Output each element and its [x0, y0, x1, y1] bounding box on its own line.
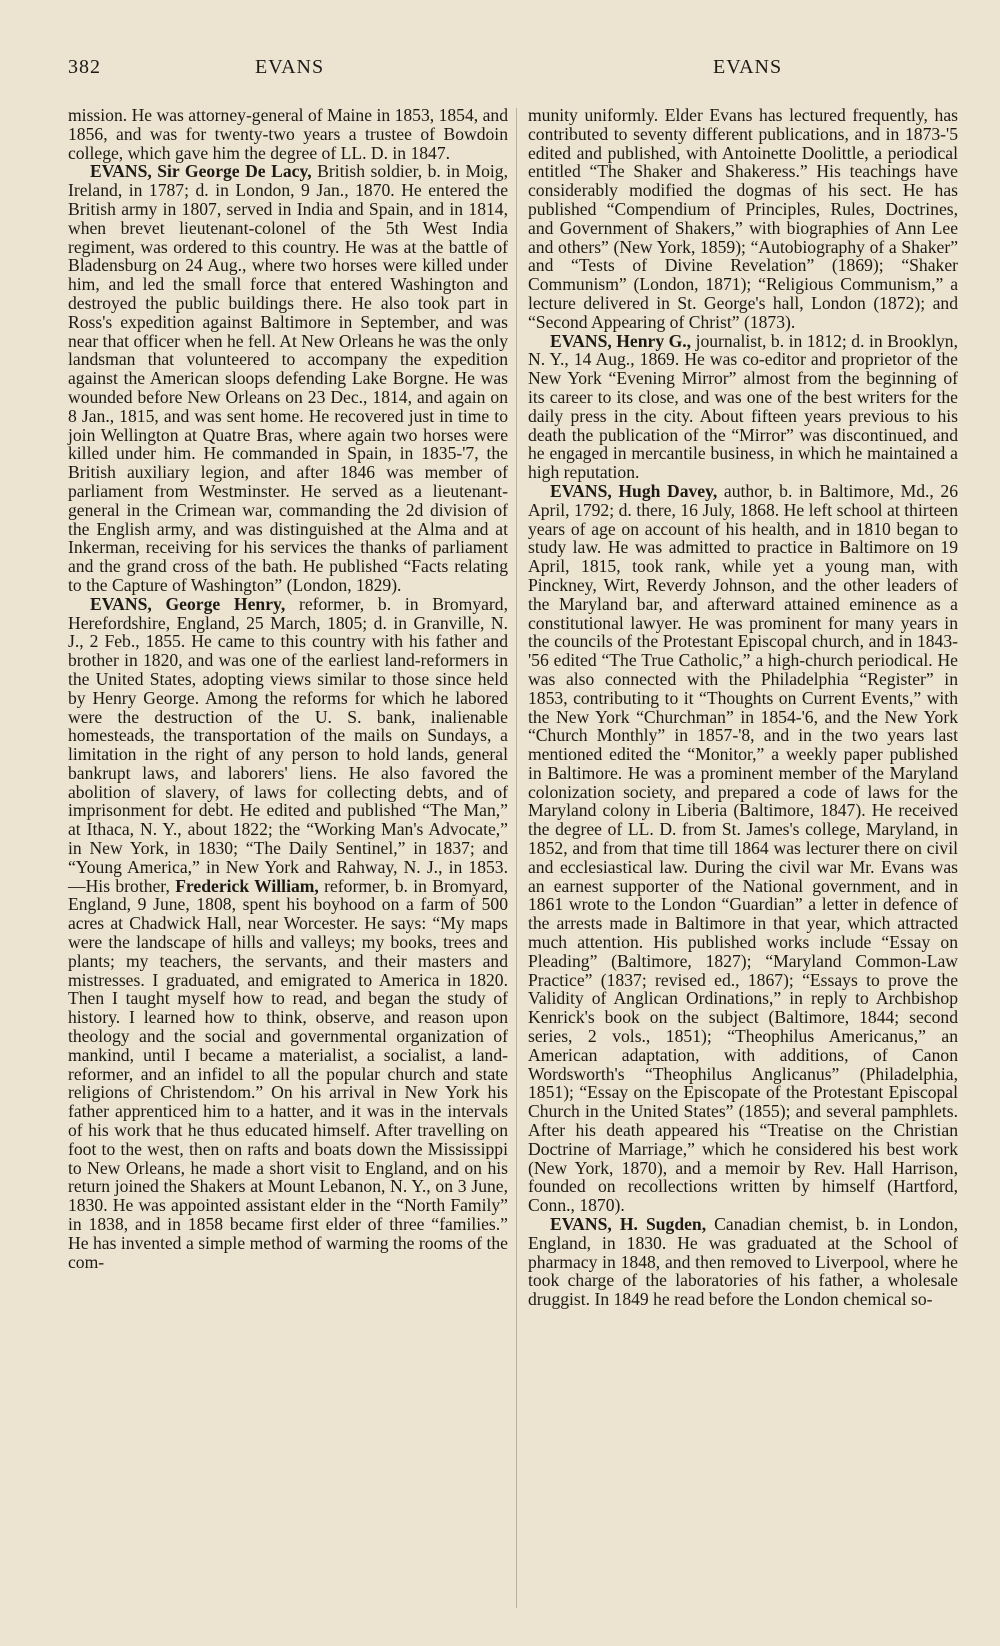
page-number: 382: [68, 56, 101, 78]
entry-body: Canadian chemist, b. in London, England, in 1830. He was graduated at the School of pharmacy in 1848, and then removed to Liverpool, where he took charge of the laboratories of his father, a wholesale druggist. In 1849 he read before the London chemical so-: [528, 1214, 958, 1310]
entry-george-de-lacy: [68, 162, 508, 594]
column-rule: [516, 108, 517, 1608]
entry-hugh-davey: [528, 482, 958, 1215]
entry-body: author, b. in Baltimore, Md., 26 April, 1792; d. there, 16 July, 1868. He left school at thirteen years of age on account of his health, and in 1810 began to study law. He was admitted to practice in Baltimore on 19 April, 1815, took rank, while yet a young man, with Pinckney, Wirt, Reverdy Johnson, and the other leaders of the Maryland bar, and afterward attained eminence as a constitutional lawyer. He was prominent for many years in the councils of the Protestant Episcopal church, and in 1843-'56 edited “The True Catholic,” a high-church periodical. He was also connected with the Philadelphia “Register” in 1853, contributing to it “Thoughts on Current Events,” with the New York “Churchman” in 1854-'6, and the New York “Church Monthly” in 1857-'8, and in the two years last mentioned edited the “Monitor,” a weekly paper published in Baltimore. He was a prominent member of the Maryland colonization society, and prepared a code of laws for the Maryland colony in Liberia (Baltimore, 1847). He received the degree of LL. D. from St. James's college, Maryland, in 1852, and from that time till 1864 was lecturer there on civil and ecclesiastical law. During the civil war Mr. Evans was an earnest supporter of the National government, and in 1861 wrote to the London “Guardian” a letter in defence of the arrests made in Baltimore in that year, which attracted much attention. His published works include “Essay on Pleading” (Baltimore, 1827); “Maryland Common-Law Practice” (1837; revised ed., 1867); “Essays to prove the Validity of Anglican Ordinations,” in reply to Archbishop Kenrick's book on the subject (Baltimore, 1844; second series, 2 vols., 1851); “Theophilus Americanus,” an American adaptation, with additions, of Canon Wordsworth's “Theophilus Anglicanus” (Philadelphia, 1851); “Essay on the Episcopate of the Protestant Episcopal Church in the United States” (1855); and several pamphlets. After his death appeared his “Treatise on the Christian Doctrine of Marriage,” which he considered his best work (New York, 1870), and a memoir by Rev. Hall Harrison, founded on recollections written by himself (Hartford, Conn., 1870).: [528, 480, 959, 1216]
right-column: [528, 106, 958, 1309]
continued-paragraph: mission. He was attorney-general of Maine in 1853, 1854, and 1856, and was for twenty-two years a trustee of Bowdoin college, which gave him the degree of LL. D. in 1847.: [68, 105, 508, 163]
entry-h-sugden: [528, 1215, 958, 1309]
entry-heading: EVANS, H. Sugden,: [550, 1214, 707, 1235]
entry-body: reformer, b. in Bromyard, Herefordshire, England, 25 March, 1805; d. in Granville, N. J., 2 Feb., 1855. He came to this country with his father and brother in 1820, and was one of the earliest land-reformers in the United States, adopting views similar to those since held by Henry George. Among the reforms for which he labored were the destruction of the U. S. bank, inalienable homesteads, the transportation of the mails on Sundays, a limitation in the right of any person to hold lands, general bankrupt laws, and laborers' liens. He also favored the abolition of slavery, of laws for collecting debts, and of imprisonment for debt. He edited and published “The Man,” at Ithaca, N. Y., about 1822; the “Working Man's Advocate,” in New York, in 1830; “The Daily Sentinel,” in 1837; and “Young America,” in New York and Rahway, N. J., in 1853.—His brother,: [68, 593, 508, 896]
entry-heading: EVANS, Hugh Davey,: [550, 480, 718, 501]
entry-body: British soldier, b. in Moig, Ireland, in 1787; d. in London, 9 Jan., 1870. He entered the British army in 1807, served in India and Spain, and in 1814, when brevet lieutenant-colonel of the 5th West India regiment, was ordered to this country. He was at the battle of Bladensburg on 24 Aug., where two horses were killed under him, and led the small force that entered Washington and destroyed the public buildings there. He also took part in Ross's expedition against Baltimore in September, and was near that officer when he fell. At New Orleans he was the only landsman that volunteered to accompany the expedition against the American sloops defending Lake Borgne. He was wounded before New Orleans on 23 Dec., 1814, and again on 8 Jan., 1815, and was sent home. He recovered just in time to join Wellington at Quatre Bras, where again two horses were killed under him. He commanded in Spain, in 1835-'7, the British auxiliary legion, and after 1846 was member of parliament from Westminster. He served as a lieutenant-general in the Crimean war, commanding the 2d division of the English army, and was distinguished at the Alma and at Inkerman, receiving for his services the thanks of parliament and the grand cross of the bath. He published “Facts relating to the Capture of Washington” (London, 1829).: [68, 161, 508, 595]
entry-heading: EVANS, George Henry,: [90, 593, 286, 614]
running-head-right: EVANS: [713, 56, 783, 78]
entry-henry-g: [528, 332, 958, 482]
entry-body: journalist, b. in 1812; d. in Brooklyn, N. Y., 14 Aug., 1869. He was co-editor and proprietor of the New York “Evening Mirror” almost from the beginning of its career to its close, and was one of the best writers for the daily press in the city. About fifteen years previous to his death the publication of the “Mirror” was discontinued, and he engaged in mercantile business, in which he maintained a high reputation.: [528, 330, 958, 483]
entry-george-henry: [68, 595, 508, 1272]
continued-paragraph: munity uniformly. Elder Evans has lectured frequently, has contributed to seventy different publications, and in 1873-'5 edited and published, with Antoinette Doolittle, a periodical entitled “The Shaker and Shakeress.” His teachings have considerably modified the dogmas of his sect. He has published “Compendium of Principles, Rules, Doctrines, and Government of Shakers,” with biographies of Ann Lee and others” (New York, 1859); “Autobiography of a Shaker” and “Tests of Divine Revelation” (1869); “Shaker Communism” (London, 1871); “Religious Communism,” a lecture delivered in St. George's hall, London (1872); and “Second Appearing of Christ” (1873).: [528, 105, 958, 332]
entry-heading: EVANS, Henry G.,: [550, 330, 692, 351]
sub-entry-heading: Frederick William,: [175, 875, 319, 896]
running-head-left: EVANS: [255, 56, 325, 78]
left-column: [68, 106, 508, 1271]
entry-heading: EVANS, Sir George De Lacy,: [90, 161, 312, 182]
sub-entry-body: reformer, b. in Bromyard, England, 9 June, 1808, spent his boyhood on a farm of 500 acres at Chadwick Hall, near Worcester. He says: “My maps were the landscape of hills and valleys; my books, trees and plants; my teachers, the servants, and their masters and mistresses. I graduated, and emigrated to America in 1820. Then I taught myself how to read, and began the study of history. I learned how to think, observe, and reason upon theology and the social and governmental organization of mankind, until I became a materialist, a socialist, a land-reformer, and an infidel to all the popular church and state religions of Christendom.” On his arrival in New York his father apprenticed him to a hatter, and it was in the intervals of his work that he thus educated himself. After travelling on foot to the west, then on rafts and boats down the Mississippi to New Orleans, he made a short visit to England, and on his return joined the Shakers at Mount Lebanon, N. Y., on 3 June, 1830. He was appointed assistant elder in the “North Family” in 1838, and in 1858 became first elder of three “families.” He has invented a simple method of warming the rooms of the com-: [68, 875, 508, 1272]
